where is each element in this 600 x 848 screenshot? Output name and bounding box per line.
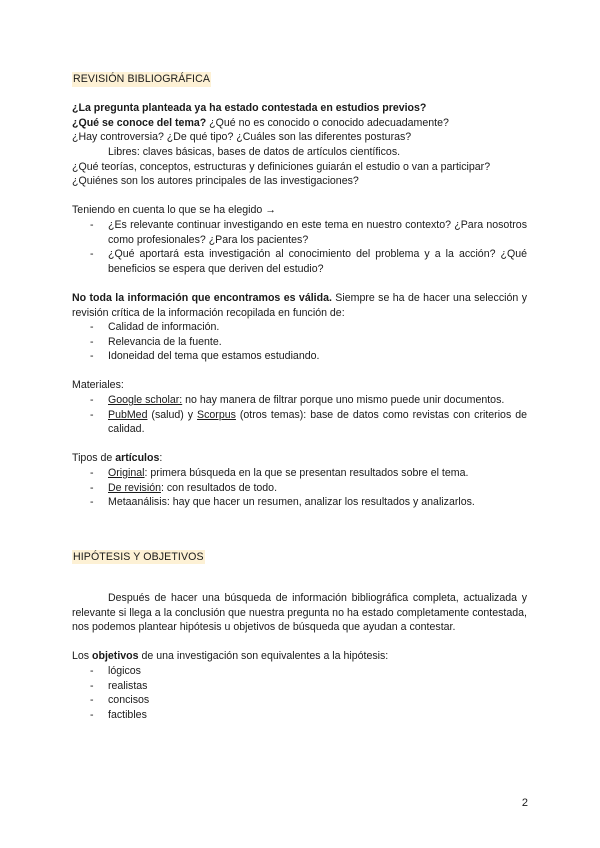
free-sources-note: Libres: claves básicas, bases de datos de artículos científicos. — [108, 145, 401, 158]
list-item: - Relevancia de la fuente. — [72, 335, 527, 350]
articles-item2-text: : con resultados de todo. — [161, 481, 278, 494]
articles-label-bold: artículos — [115, 452, 160, 465]
list-item: - Calidad de información. — [72, 320, 527, 335]
articles-item1-text: : primera búsqueda en la que se presentan resultados sobre el tema. — [144, 467, 469, 480]
objectives-pre: Los — [72, 650, 93, 663]
considering-intro: Teniendo en cuenta lo que se ha elegido → — [72, 204, 276, 217]
pubmed-link[interactable]: PubMed — [108, 408, 148, 421]
question-authors: ¿Quiénes son los autores principales de las investigaciones? — [72, 175, 359, 188]
question-known-bold: ¿Qué se conoce del tema? — [72, 116, 207, 129]
articles-label — [72, 451, 527, 466]
section-heading-revision: REVISIÓN BIBLIOGRÁFICA — [73, 73, 211, 85]
hypothesis-paragraph: Después de hacer una búsqueda de información bibliográfica completa, actualizada y relevante si llega a la conclusión que nuestra pregunta no ha estado completamente contestada, nos podemos plantear hipótesis u objetivos de búsqueda que ayudan a contestar. — [72, 592, 527, 634]
validity-paragraph — [72, 291, 527, 320]
question-theories: ¿Qué teorías, conceptos, estructuras y definiciones guiarán el estudio o van a participar? — [72, 160, 491, 173]
list-item — [72, 393, 527, 408]
objectives-intro — [72, 649, 527, 664]
page-content — [72, 72, 527, 722]
materials-item2-mid: (salud) y — [147, 408, 198, 421]
materials-list — [72, 393, 527, 437]
review-link[interactable]: De revisión — [108, 481, 161, 494]
objectives-post: de una investigación son equivalentes a la hipótesis: — [138, 650, 389, 663]
question-previous-studies — [72, 101, 527, 116]
validity-bold: No toda la información que encontramos es válida. — [72, 291, 332, 304]
list-item: - concisos — [72, 693, 527, 708]
validity-list — [72, 320, 527, 364]
question-controversy: ¿Hay controversia? ¿De qué tipo? ¿Cuáles son las diferentes posturas? — [72, 131, 412, 144]
objectives-list — [72, 664, 527, 722]
articles-label-text: Tipos de — [72, 452, 116, 465]
materials-item1-text: no hay manera de filtrar porque uno mismo puede unir documentos. — [182, 394, 505, 407]
list-item: - realistas — [72, 679, 527, 694]
articles-label-end: : — [159, 452, 163, 465]
objectives-bold: objetivos — [92, 650, 139, 663]
materials-item2-text: (otros temas): base de datos como revistas con criterios de calidad. — [108, 408, 527, 436]
list-item — [72, 481, 527, 496]
articles-list — [72, 466, 527, 510]
google-scholar-link[interactable]: Google scholar: — [108, 394, 183, 407]
page-number: 2 — [521, 797, 528, 809]
list-item: - ¿Es relevante continuar investigando en este tema en nuestro contexto? ¿Para nosotros como profesionales? ¿Para los pacientes? — [72, 218, 527, 247]
scorpus-link[interactable]: Scorpus — [197, 408, 236, 421]
considering-list — [72, 218, 527, 276]
list-item: - lógicos — [72, 664, 527, 679]
list-item: - factibles — [72, 708, 527, 723]
validity-rest: Siempre se ha de hacer una selección y revisión crítica de la información recopilada en función de: — [72, 291, 527, 319]
question-known — [72, 116, 527, 131]
materials-label: Materiales: — [72, 379, 124, 392]
question-known-rest: ¿Qué no es conocido o conocido adecuadamente? — [206, 116, 449, 129]
list-item: - Idoneidad del tema que estamos estudiando. — [72, 349, 527, 364]
original-link[interactable]: Original — [108, 467, 145, 480]
list-item: - Metaanálisis: hay que hacer un resumen, analizar los resultados y analizarlos. — [72, 495, 527, 510]
section-heading-hypothesis: HIPÓTESIS Y OBJETIVOS — [73, 550, 204, 563]
list-item — [72, 466, 527, 481]
list-item: - ¿Qué aportará esta investigación al conocimiento del problema y a la acción? ¿Qué beneficios se espera que deriven del estudio? — [72, 247, 527, 276]
list-item — [72, 408, 527, 437]
question-previous-studies-text: ¿La pregunta planteada ya ha estado contestada en estudios previos? — [72, 102, 427, 115]
